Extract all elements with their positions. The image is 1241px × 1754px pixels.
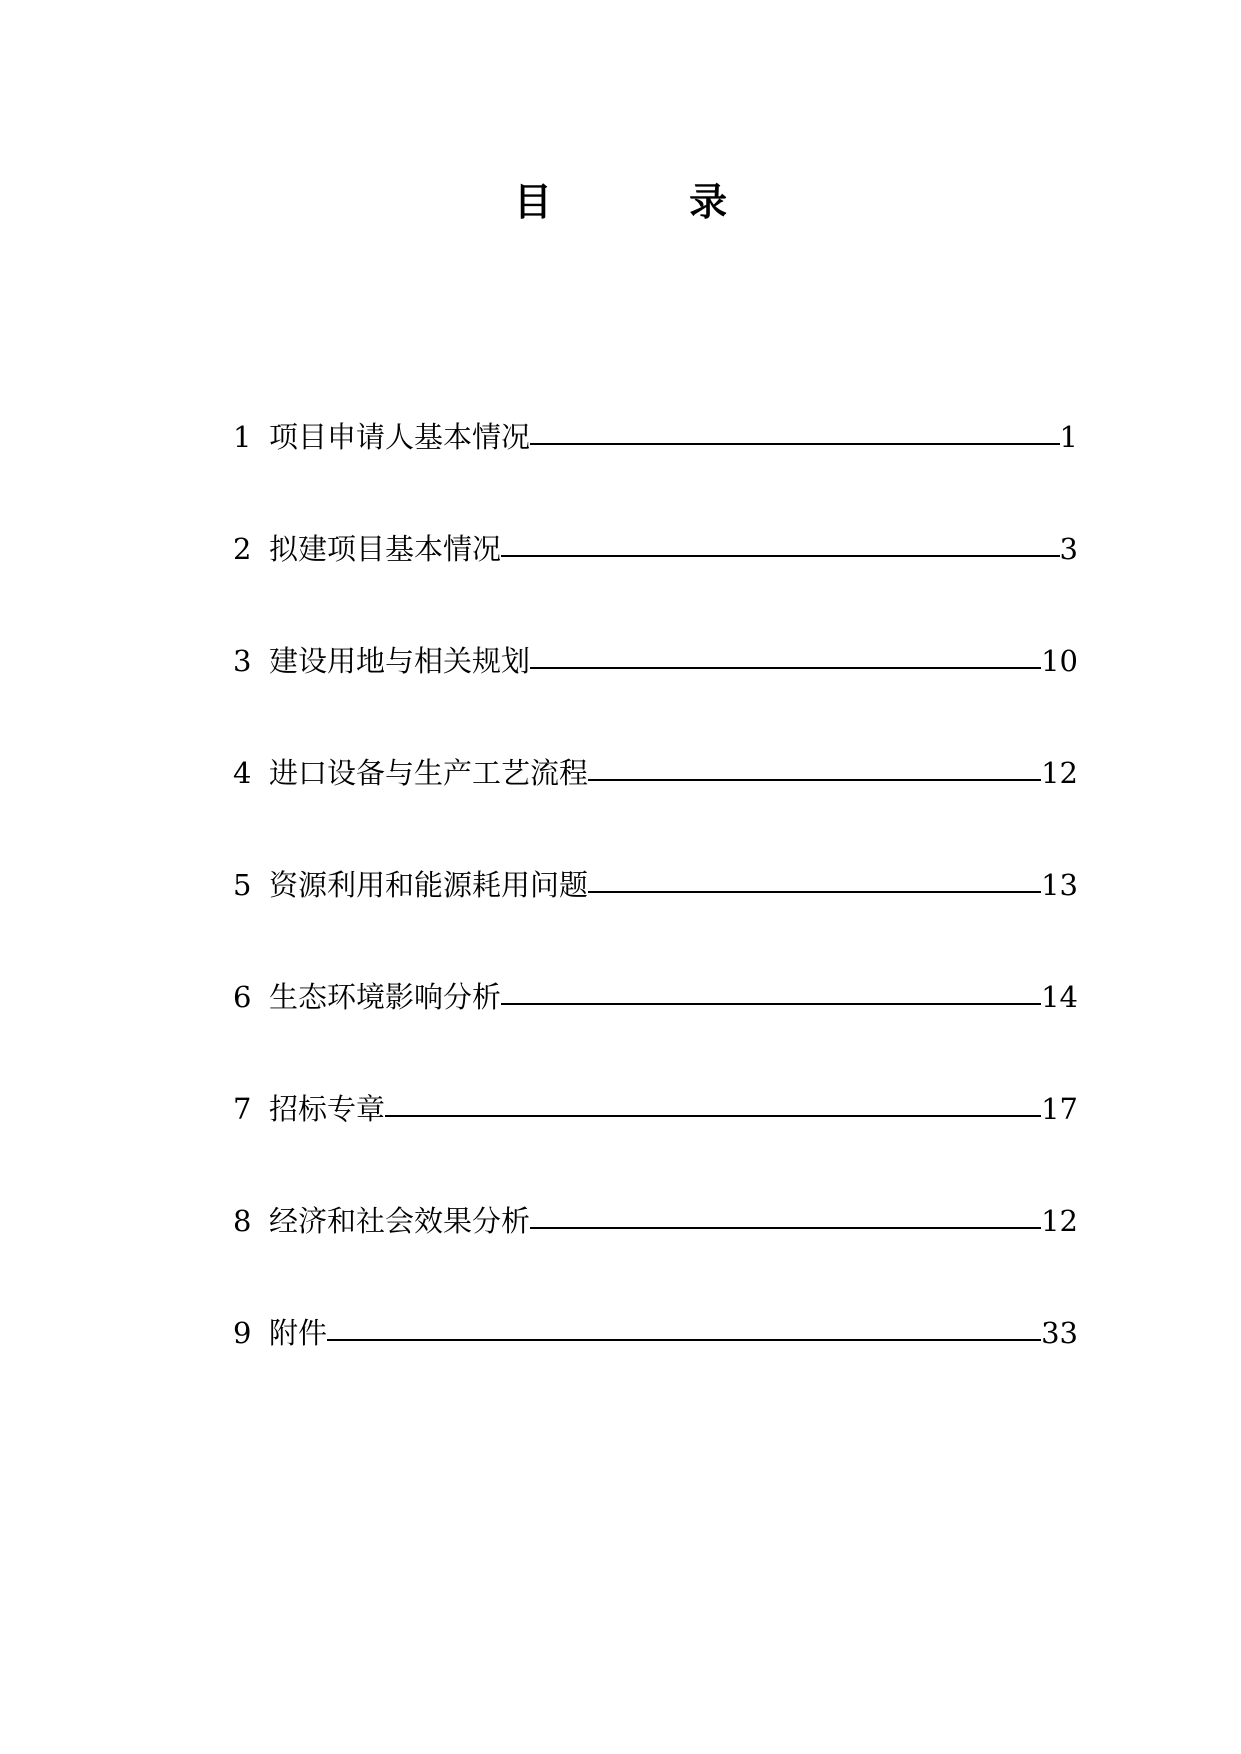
toc-entry-number: 9 xyxy=(233,1316,252,1350)
toc-entry-page: 10 xyxy=(1041,644,1078,678)
toc-entry-page: 12 xyxy=(1041,1204,1078,1238)
toc-leader-line xyxy=(588,779,1041,781)
toc-entry-page: 3 xyxy=(1059,532,1078,566)
toc-entry-title: 建设用地与相关规划 xyxy=(269,644,531,678)
page-title: 目 录 xyxy=(513,180,790,224)
toc-entry-page: 17 xyxy=(1041,1092,1078,1126)
toc-entry-page: 12 xyxy=(1041,756,1078,790)
toc-entry-1[interactable] xyxy=(233,345,1078,457)
toc-entry-page: 1 xyxy=(1059,420,1078,454)
table-of-contents xyxy=(233,345,1078,1353)
toc-entry-title: 资源利用和能源耗用问题 xyxy=(269,868,589,902)
toc-entry-number: 3 xyxy=(233,644,252,678)
toc-entry-8[interactable] xyxy=(233,1129,1078,1241)
toc-entry-6[interactable] xyxy=(233,905,1078,1017)
toc-entry-5[interactable] xyxy=(233,793,1078,905)
toc-entry-2[interactable] xyxy=(233,457,1078,569)
toc-entry-title: 附件 xyxy=(269,1316,328,1350)
toc-entry-4[interactable] xyxy=(233,681,1078,793)
toc-entry-page: 33 xyxy=(1041,1316,1078,1350)
toc-entry-title: 进口设备与生产工艺流程 xyxy=(269,756,589,790)
toc-entry-number: 4 xyxy=(233,756,252,790)
toc-entry-number: 5 xyxy=(233,868,252,902)
toc-leader-line xyxy=(327,1339,1041,1341)
toc-leader-line xyxy=(501,1003,1041,1005)
toc-entry-number: 8 xyxy=(233,1204,252,1238)
toc-entry-title: 生态环境影响分析 xyxy=(269,980,502,1014)
toc-entry-7[interactable] xyxy=(233,1017,1078,1129)
toc-entry-9[interactable] xyxy=(233,1241,1078,1353)
toc-leader-line xyxy=(588,891,1041,893)
toc-leader-line xyxy=(530,1227,1041,1229)
toc-entry-page: 14 xyxy=(1041,980,1078,1014)
toc-entry-number: 6 xyxy=(233,980,252,1014)
toc-entry-number: 1 xyxy=(233,420,252,454)
toc-entry-number: 2 xyxy=(233,532,252,566)
toc-entry-number: 7 xyxy=(233,1092,252,1126)
toc-leader-line xyxy=(501,555,1060,557)
toc-entry-title: 拟建项目基本情况 xyxy=(269,532,502,566)
toc-leader-line xyxy=(385,1115,1041,1117)
toc-entry-title: 项目申请人基本情况 xyxy=(269,420,531,454)
toc-entry-title: 招标专章 xyxy=(269,1092,386,1126)
toc-leader-line xyxy=(530,667,1041,669)
toc-entry-page: 13 xyxy=(1041,868,1078,902)
toc-entry-title: 经济和社会效果分析 xyxy=(269,1204,531,1238)
toc-entry-3[interactable] xyxy=(233,569,1078,681)
toc-leader-line xyxy=(530,443,1060,445)
